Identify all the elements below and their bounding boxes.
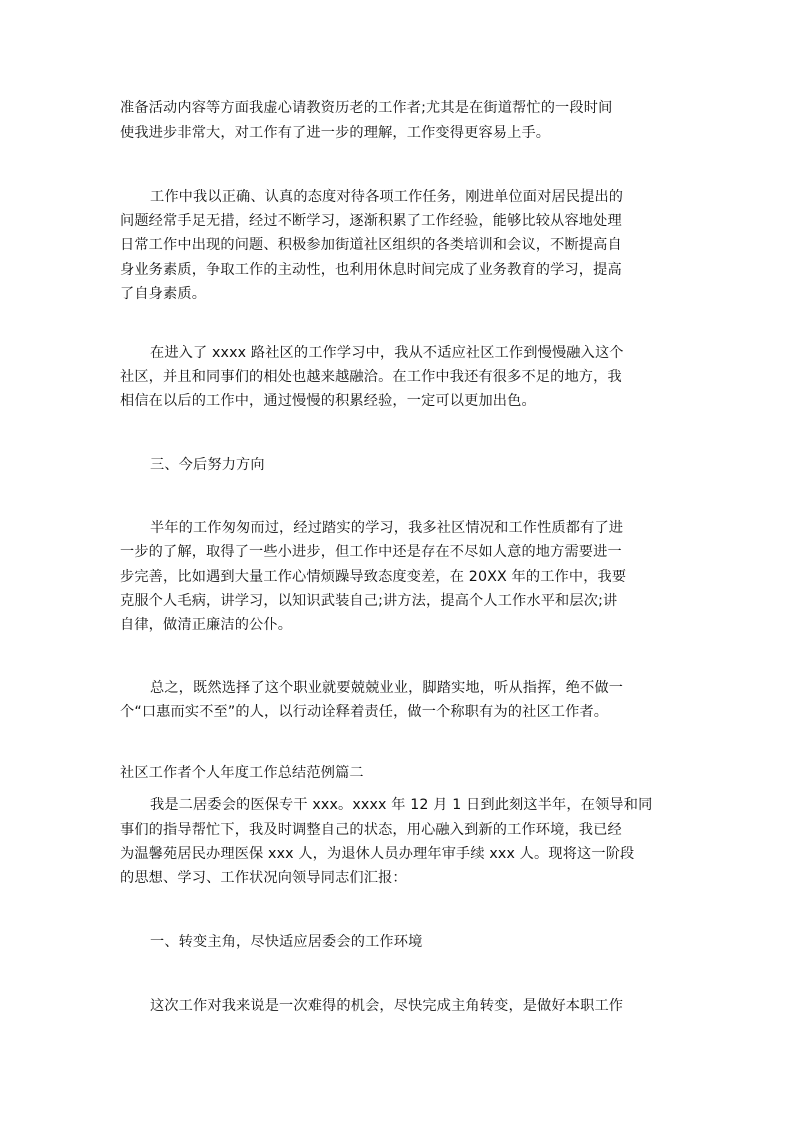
paragraph-line: 准备活动内容等方面我虚心请教资历老的工作者;尤其是在街道帮忙的一段时间 <box>120 100 613 116</box>
paragraph-line: 工作中我以正确、认真的态度对待各项工作任务，刚进单位面对居民提出的 <box>150 189 624 205</box>
paragraph-line: 日常工作中出现的问题、积极参加街道社区组织的各类培训和会议，不断提高自 <box>120 237 622 253</box>
paragraph-line: 这次工作对我来说是一次难得的机会，尽快完成主角转变，是做好本职工作 <box>150 998 624 1014</box>
paragraph-line: 为温馨苑居民办理医保 xxx 人，为退休人员办理年审手续 xxx 人。现将这一阶段 <box>120 846 635 862</box>
paragraph-line: 自律，做清正廉洁的公仆。 <box>120 617 293 633</box>
paragraph-line: 个“口惠而实不至”的人，以行动诠释着责任，做一个称职有为的社区工作者。 <box>120 704 609 720</box>
paragraph-line: 在进入了 xxxx 路社区的工作学习中，我从不适应社区工作到慢慢融入这个 <box>150 345 624 361</box>
section-title: 社区工作者个人年度工作总结范例篇二 <box>120 765 364 781</box>
paragraph-line: 克服个人毛病，讲学习，以知识武装自己;讲方法，提高个人工作水平和层次;讲 <box>120 593 618 609</box>
section-heading: 一、转变主角，尽快适应居委会的工作环境 <box>150 934 423 950</box>
paragraph-line: 事们的指导帮忙下，我及时调整自己的状态，用心融入到新的工作环境，我已经 <box>120 822 622 838</box>
paragraph-line: 总之，既然选择了这个职业就要兢兢业业，脚踏实地，听从指挥，绝不做一 <box>150 680 624 696</box>
section-heading: 三、今后努力方向 <box>150 457 265 473</box>
paragraph-line: 使我进步非常大，对工作有了进一步的理解，工作变得更容易上手。 <box>120 125 551 141</box>
paragraph-line: 问题经常手足无措，经过不断学习，逐渐积累了工作经验，能够比较从容地处理 <box>120 213 622 229</box>
paragraph-line: 身业务素质，争取工作的主动性，也利用休息时间完成了业务教育的学习，提高 <box>120 262 622 278</box>
paragraph-line: 我是二居委会的医保专干 xxx。xxxx 年 12 月 1 日到此刻这半年，在领导和同 <box>150 797 653 813</box>
paragraph-line: 了自身素质。 <box>120 286 207 302</box>
paragraph-line: 步完善，比如遇到大量工作心情烦躁导致态度变差，在 20XX 年的工作中，我要 <box>120 569 627 585</box>
paragraph-line: 半年的工作匆匆而过，经过踏实的学习，我多社区情况和工作性质都有了进 <box>150 520 624 536</box>
paragraph-line: 的思想、学习、工作状况向领导同志们汇报： <box>120 870 407 886</box>
paragraph-line: 一步的了解，取得了一些小进步，但工作中还是存在不尽如人意的地方需要进一 <box>120 544 622 560</box>
paragraph-line: 社区，并且和同事们的相处也越来越融洽。在工作中我还有很多不足的地方，我 <box>120 369 622 385</box>
paragraph-line: 相信在以后的工作中，通过慢慢的积累经验，一定可以更加出色。 <box>120 393 536 409</box>
